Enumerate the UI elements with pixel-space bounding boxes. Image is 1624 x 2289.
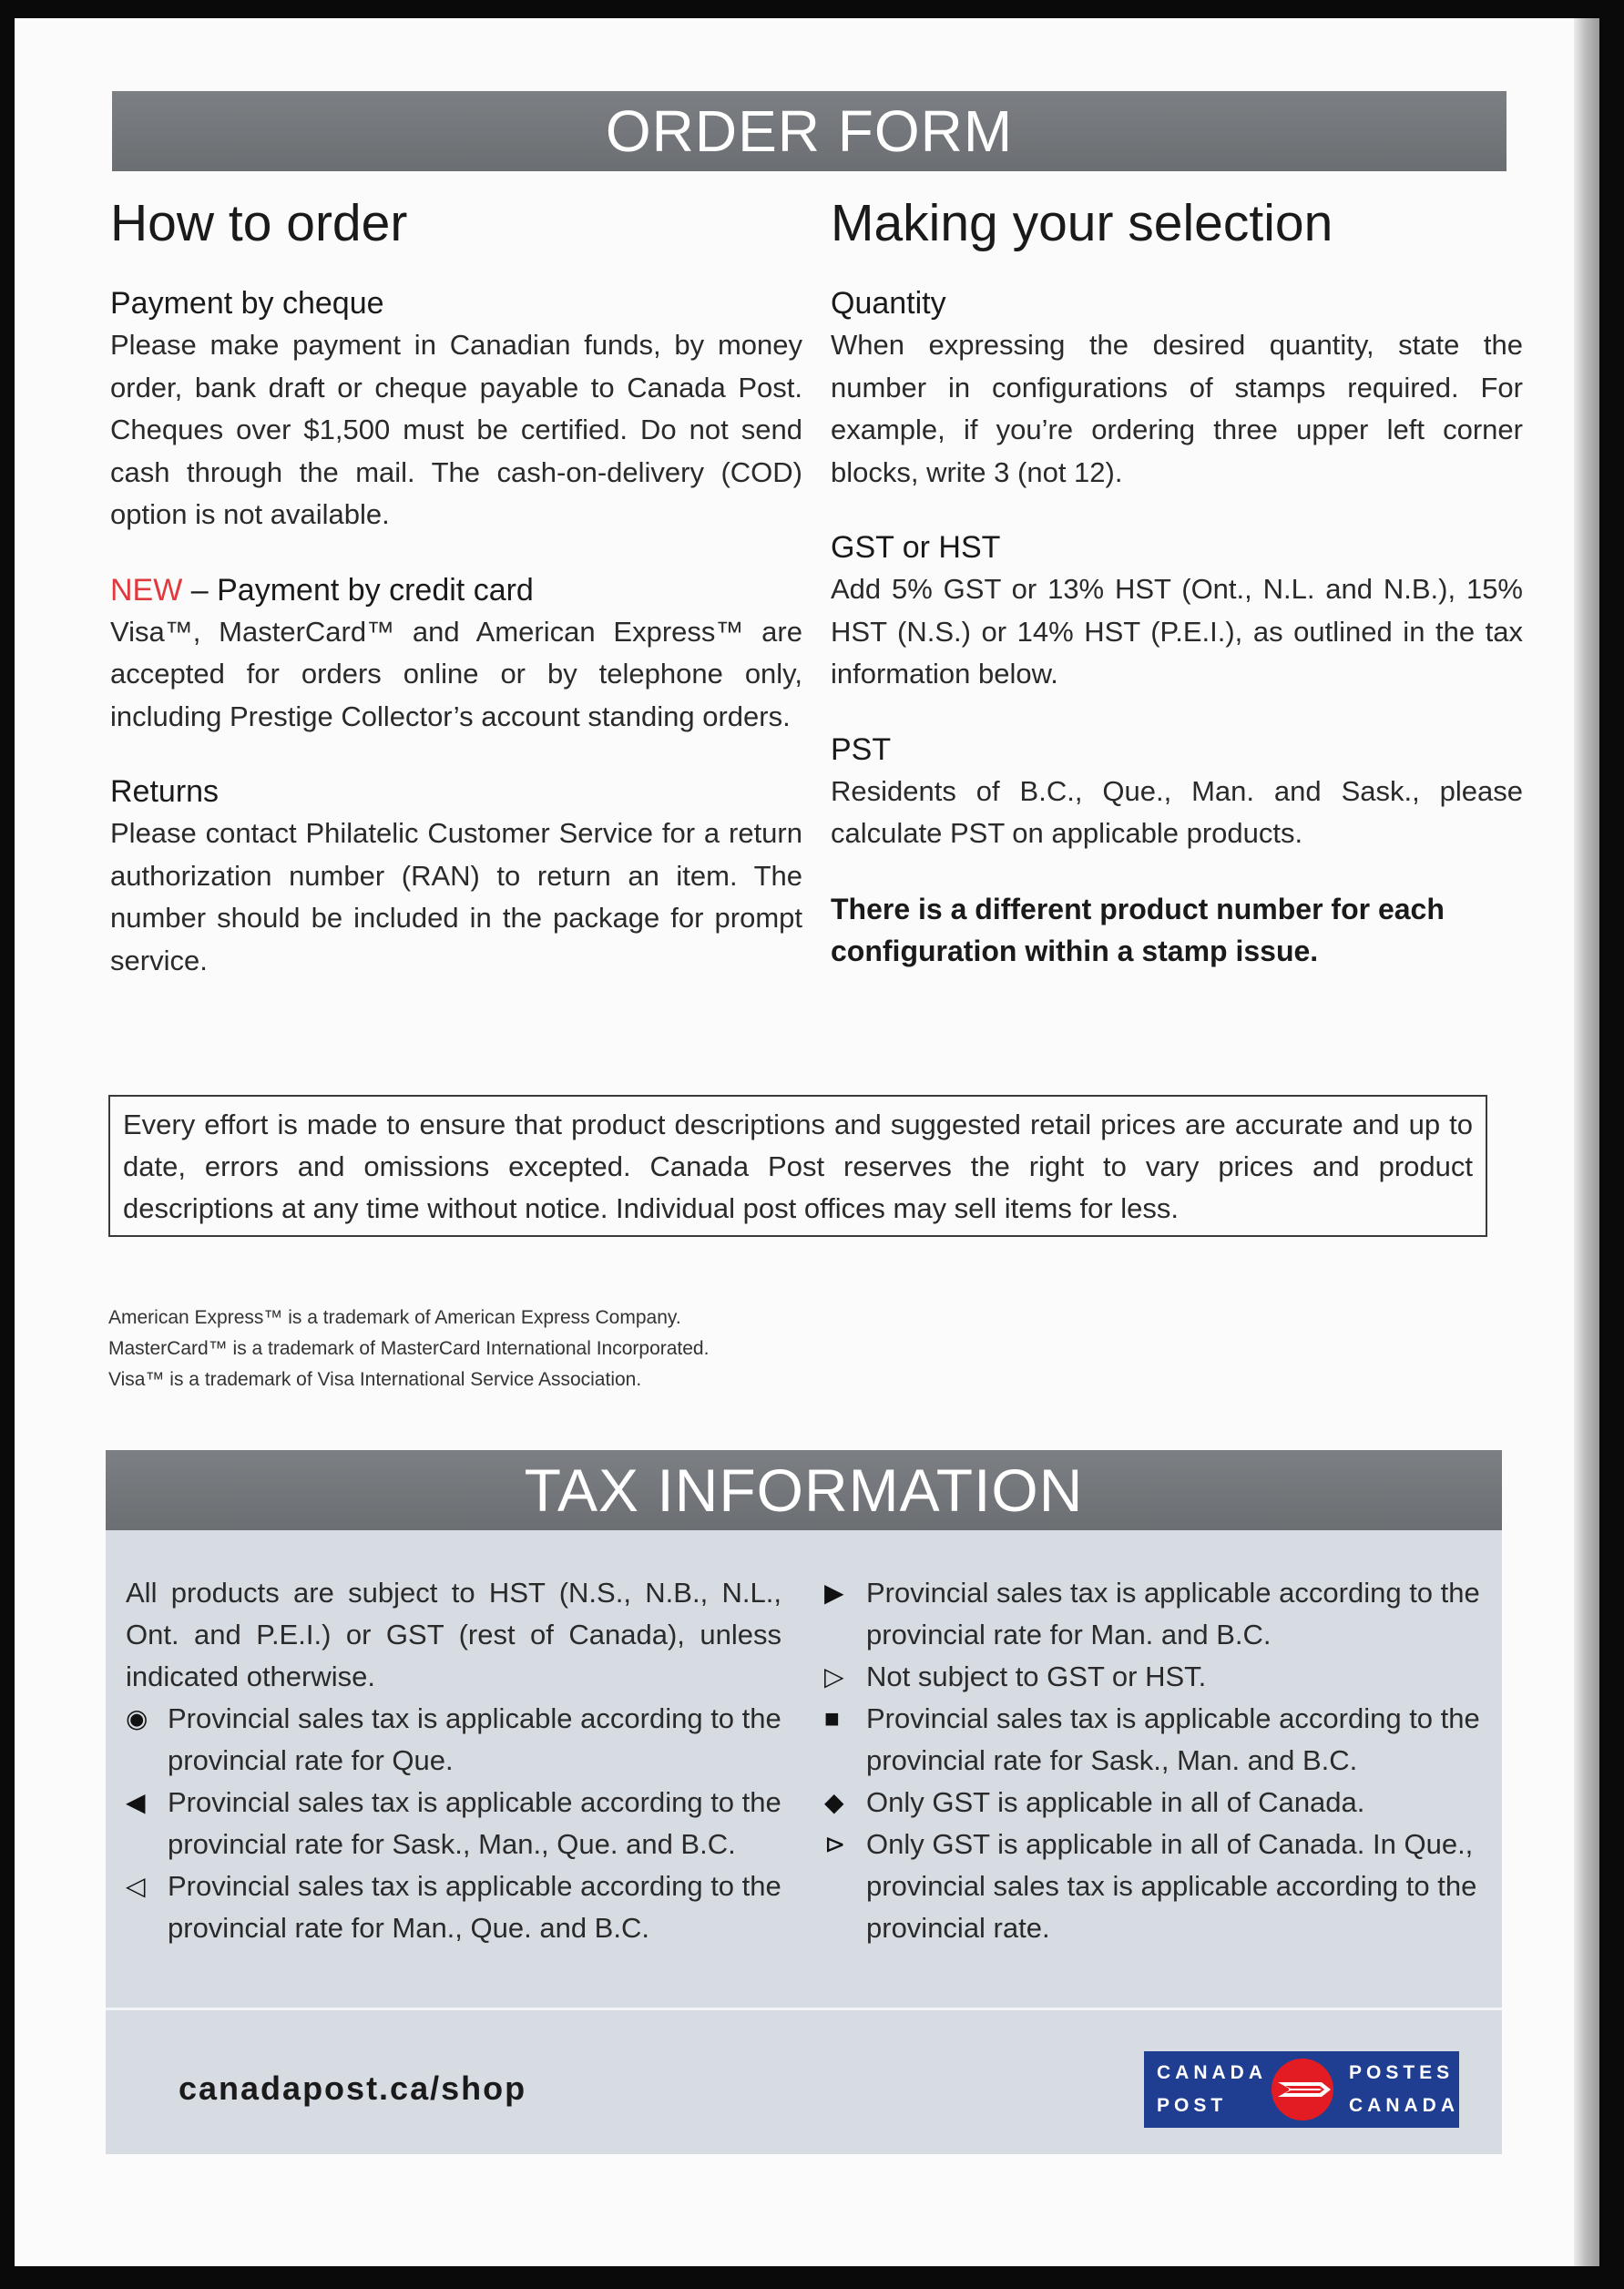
- logo-canada-fr-text: CANADA: [1349, 2095, 1459, 2116]
- right-triangle-outline-icon: ▷: [824, 1662, 844, 1691]
- returns-block: [110, 771, 802, 982]
- how-to-order-column: [110, 191, 802, 1015]
- gst-hst-block: [831, 526, 1523, 696]
- payment-credit-heading-text: – Payment by credit card: [182, 572, 534, 608]
- quantity-block: [831, 282, 1523, 494]
- how-to-order-title: How to order: [110, 194, 408, 252]
- tax-information-section: [106, 1450, 1502, 2154]
- making-selection-column: [831, 191, 1523, 972]
- logo-canada-text: CANADA: [1157, 2062, 1267, 2083]
- filled-diamond-icon: ◆: [824, 1788, 844, 1816]
- shop-link[interactable]: canadapost.ca/shop: [179, 2069, 527, 2107]
- page-spine-shadow: [1574, 18, 1599, 2266]
- canada-post-emblem-icon: [1267, 2051, 1329, 2128]
- tax-information-banner: TAX INFORMATION: [106, 1450, 1502, 1530]
- trademark-notes: [108, 1303, 837, 1395]
- tax-intro: All products are subject to HST (N.S., N.B., N.L., Ont. and P.E.I.) or GST (rest of Canada), unless indicated otherwise.: [126, 1577, 781, 1692]
- making-selection-title: Making your selection: [831, 194, 1333, 252]
- tax-item-text: Provincial sales tax is applicable according to the provincial rate for Sask., Man., Que. and B.C.: [168, 1786, 781, 1860]
- tax-item: [824, 1698, 1480, 1782]
- tax-item-text: Provincial sales tax is applicable according to the provincial rate for Man., Que. and B.C.: [168, 1870, 781, 1944]
- tax-item-text: Only GST is applicable in all of Canada.: [866, 1786, 1365, 1818]
- logo-left-text: [1144, 2051, 1267, 2128]
- payment-credit-heading: [110, 569, 802, 611]
- gst-hst-text: Add 5% GST or 13% HST (Ont., N.L. and N.B.), 15% HST (N.S.) or 14% HST (P.E.I.), as outlined in the tax information below.: [831, 573, 1523, 690]
- tax-item: [126, 1865, 781, 1949]
- logo-right-text: [1329, 2051, 1459, 2128]
- tax-item: [126, 1698, 781, 1782]
- filled-circle-icon: ◉: [126, 1704, 148, 1732]
- filled-square-icon: ■: [824, 1704, 840, 1732]
- tax-item-text: Provincial sales tax is applicable according to the provincial rate for Que.: [168, 1702, 781, 1776]
- disclaimer-box: Every effort is made to ensure that product descriptions and suggested retail prices are accurate and up to date, errors and omissions excepted. Canada Post reserves the right to vary prices and product descriptions at any time without notice. Individual post offices may sell items for less.: [108, 1095, 1487, 1237]
- tax-item: [824, 1782, 1480, 1824]
- pst-heading: PST: [831, 731, 892, 767]
- returns-text: Please contact Philatelic Customer Service for a return authorization number (RAN) to return an item. The number should be included in the package for prompt service.: [110, 817, 802, 976]
- tax-item-text: Not subject to GST or HST.: [866, 1661, 1207, 1692]
- pst-block: [831, 729, 1523, 855]
- tax-item: [824, 1572, 1480, 1656]
- payment-cheque-heading: Payment by cheque: [110, 286, 384, 321]
- payment-credit-block: [110, 569, 802, 739]
- left-triangle-outline-icon: ◁: [126, 1872, 146, 1900]
- tax-right-column: [824, 1572, 1480, 1949]
- payment-credit-text: Visa™, MasterCard™ and American Express™ are accepted for orders online or by telephone only, including Prestige Collector’s account standing orders.: [110, 615, 802, 732]
- trademark-mastercard: MasterCard™ is a trademark of MasterCard International Incorporated.: [108, 1338, 710, 1359]
- gst-hst-heading: GST or HST: [831, 530, 1001, 565]
- right-triangle-filled-icon: ▶: [824, 1579, 844, 1607]
- tax-divider: [106, 2008, 1502, 2010]
- tax-item: [824, 1656, 1480, 1698]
- returns-heading: Returns: [110, 774, 220, 809]
- trademark-visa: Visa™ is a trademark of Visa International Service Association.: [108, 1369, 642, 1390]
- tax-item-text: Only GST is applicable in all of Canada. In Que., provincial sales tax is applicable according to the provincial rate.: [866, 1828, 1477, 1944]
- payment-cheque-text: Please make payment in Canadian funds, by money order, bank draft or cheque payable to Canada Post. Cheques over $1,500 must be certified. Do not send cash through the mail. The cash-on-delivery (COD) option is not available.: [110, 329, 802, 530]
- pst-text: Residents of B.C., Que., Man. and Sask., please calculate PST on applicable products.: [831, 774, 1523, 849]
- tax-item: [126, 1782, 781, 1865]
- trademark-amex: American Express™ is a trademark of American Express Company.: [108, 1307, 681, 1328]
- order-form-banner: ORDER FORM: [112, 91, 1507, 171]
- page: [15, 18, 1599, 2266]
- canada-post-logo: [1144, 2051, 1459, 2128]
- product-number-note: There is a different product number for each configuration within a stamp issue.: [831, 892, 1445, 967]
- quantity-text: When expressing the desired quantity, state the number in configurations of stamps required. For example, if you’re ordering three upper left corner blocks, write 3 (not 12).: [831, 329, 1523, 488]
- right-triangle-dot-icon: ⊳: [824, 1830, 846, 1858]
- tax-left-column: [126, 1572, 781, 1949]
- logo-post-text: POST: [1157, 2095, 1228, 2116]
- logo-postes-text: POSTES: [1349, 2062, 1455, 2083]
- new-tag: NEW: [110, 572, 183, 608]
- tax-item-text: Provincial sales tax is applicable according to the provincial rate for Sask., Man. and B.C.: [866, 1702, 1480, 1776]
- tax-item-text: Provincial sales tax is applicable according to the provincial rate for Man. and B.C.: [866, 1577, 1480, 1650]
- quantity-heading: Quantity: [831, 286, 946, 321]
- tax-item: [824, 1824, 1480, 1949]
- left-triangle-filled-icon: ◀: [126, 1788, 146, 1816]
- payment-cheque-block: [110, 282, 802, 536]
